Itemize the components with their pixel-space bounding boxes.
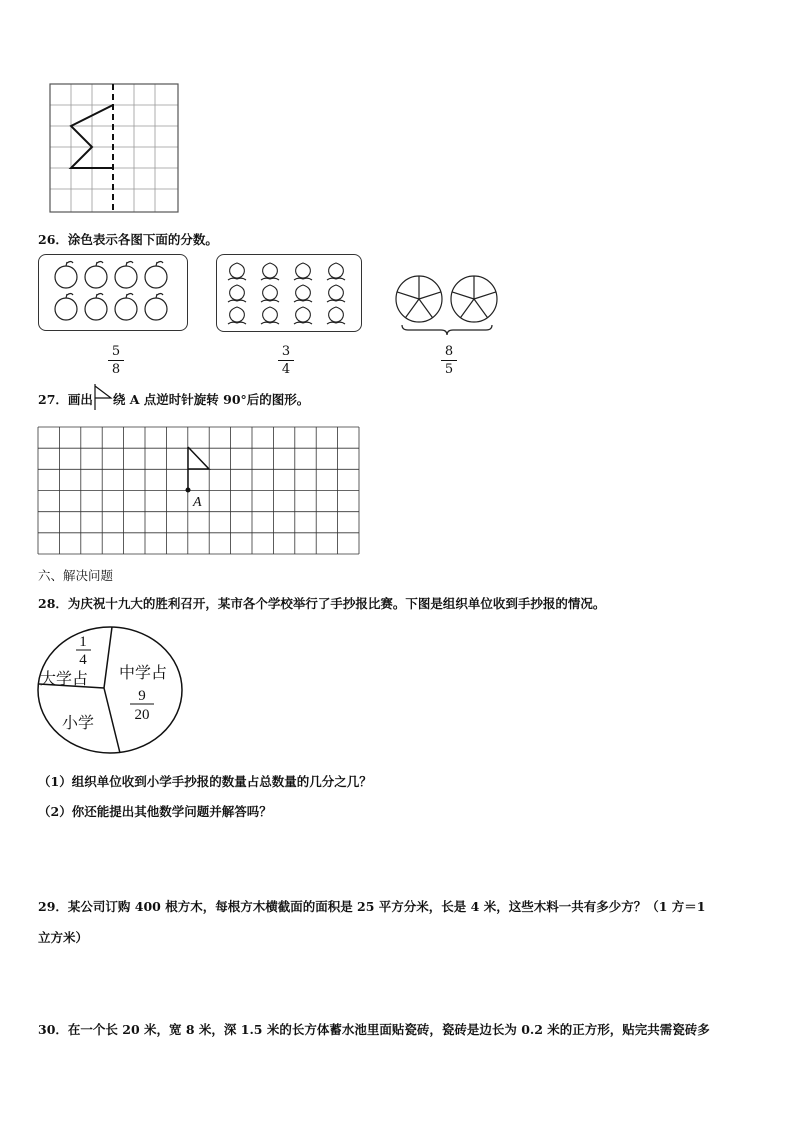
apple-icon [145, 262, 167, 289]
apple-icon [115, 294, 137, 321]
svg-text:4: 4 [79, 652, 87, 668]
peach-icon [294, 285, 312, 302]
flag-shape-icon [93, 392, 113, 406]
question-30-line1: 30．在一个长 20 米，宽 8 米，深 1.5 米的长方体蓄水池里面贴瓷砖，瓷砖是边长为 0.2 米的正方形，贴完共需瓷砖多 [38, 1022, 710, 1037]
fraction-8-5: 8 5 [437, 344, 461, 377]
apple-icon [55, 294, 77, 321]
question-28-sub1: （1）组织单位收到小学手抄报的数量占总数量的几分之几？ [38, 774, 372, 789]
question-26: 26．涂色表示各图下面的分数。 [38, 232, 218, 247]
apple-icon [115, 262, 137, 289]
question-28: 28．为庆祝十九大的胜利召开，某市各个学校举行了手抄报比赛。下图是组织单位收到手抄报的情况。 [38, 596, 606, 611]
question-29-line2: 立方米） [38, 930, 89, 945]
peach-icon [294, 263, 312, 280]
apple-icon [85, 294, 107, 321]
apple-icon [55, 262, 77, 289]
point-a [186, 488, 191, 493]
symmetry-grid-figure [50, 84, 180, 214]
peach-icon [228, 285, 246, 302]
peach-icon [261, 285, 279, 302]
peach-icon [228, 307, 246, 324]
peach-icon [327, 263, 345, 280]
svg-text:20: 20 [134, 707, 150, 723]
svg-text:1: 1 [79, 634, 87, 650]
peach-icon [261, 263, 279, 280]
question-27: 27．画出 绕 A 点逆时针旋转 90°后的图形。 [38, 390, 309, 408]
apple-icon [145, 294, 167, 321]
peach-icon [261, 307, 279, 324]
peach-icon [327, 285, 345, 302]
peach-icon [294, 307, 312, 324]
question-28-sub2: （2）你还能提出其他数学问题并解答吗？ [38, 804, 272, 819]
peach-icons [217, 255, 361, 331]
flag-shape [188, 447, 209, 490]
point-a-label: A [193, 495, 202, 510]
svg-text:9: 9 [138, 688, 146, 704]
pie-chart [36, 626, 184, 756]
fraction-5-8: 5 8 [104, 344, 128, 377]
circle-pair-figure [392, 272, 502, 342]
pie-label-zhongxue: 中学占 [119, 663, 168, 682]
rotation-grid [38, 427, 360, 555]
section-title: 六、解决问题 [38, 568, 114, 583]
apple-icon [85, 262, 107, 289]
peach-icon [327, 307, 345, 324]
fraction-3-4: 3 4 [274, 344, 298, 377]
peach-box [216, 254, 362, 332]
apple-box [38, 254, 188, 331]
pie-label-daxue: 大学占 [40, 669, 89, 688]
apple-icons [39, 255, 187, 330]
peach-icon [228, 263, 246, 280]
pie-label-xiaoxue: 小学 [62, 713, 95, 732]
question-29-line1: 29．某公司订购 400 根方木，每根方木横截面的面积是 25 平方分米，长是 4 米，这些木料一共有多少方？（1 方＝1 [38, 899, 706, 914]
brace [402, 325, 492, 335]
